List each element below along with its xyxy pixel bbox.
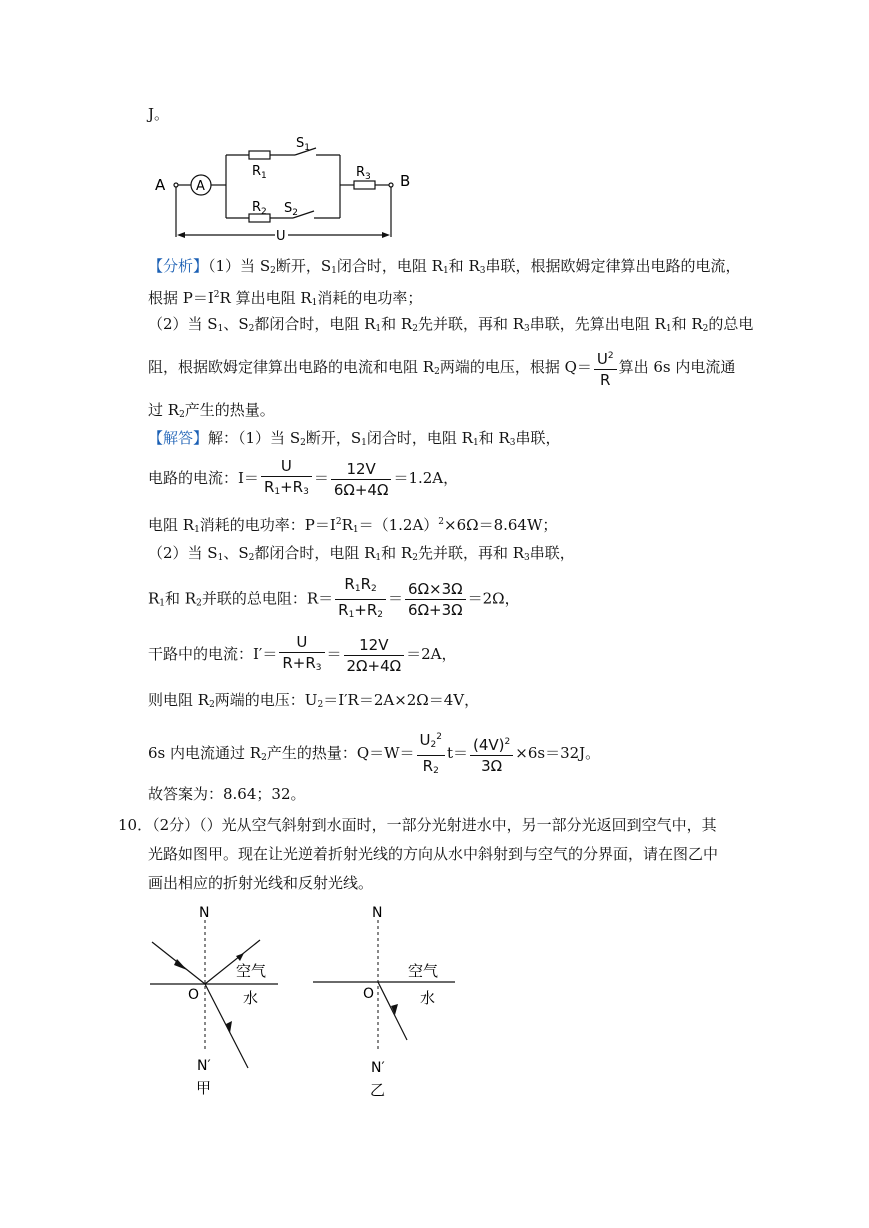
answer-line: 故答案为：8.64；32。: [148, 785, 306, 803]
fraction-heat-formula: $\frac{U_2^2}{R_2}$: [417, 727, 445, 781]
r1-resistor: [249, 151, 270, 159]
incident-ray-water: [378, 982, 407, 1040]
label-a: A: [155, 176, 166, 194]
r2-resistor: [249, 214, 270, 222]
r2-label: R: [252, 200, 262, 215]
label-n-prime: N′: [371, 1060, 385, 1076]
solution-line-7: 则电阻 $R_2$两端的电压：$U_2=I'R=2A\times 2\Omega=4V$，: [148, 691, 480, 710]
r1-label: R: [252, 164, 262, 179]
r3-resistor: [354, 181, 375, 189]
analysis-line-3: （2）当 $S_1$、$S_2$都闭合时，电阻 $R_1$和 $R_2$先并联，再和 $R_3$串联，先算出电阻 $R_1$和 $R_2$的总电: [148, 315, 754, 334]
analysis-line-4: 阻，根据欧姆定律算出电路的电流和电阻 $R_2$两端的电压，根据 Q＝ $\frac{U^2}{R}$ 算出 6s 内电流通: [148, 346, 735, 390]
solution-line-6: 干路中的电流：I′＝ $\frac{U}{R+R_3}$ ＝ $\frac{12V}{2\Omega+4\Omega}$ ＝2A，: [148, 632, 457, 678]
fraction-main-current-formula: $\frac{U}{R+R_3}$: [279, 632, 324, 678]
figure-yi: [305, 900, 465, 1100]
question10-line-2: 光路如图甲。现在让光逆着折射光线的方向从水中斜射到与空气的分界面，请在图乙中: [148, 845, 719, 863]
label-water: 水: [243, 989, 259, 1007]
s1-label: S: [296, 136, 305, 151]
svg-text:S2: $S_2$: [284, 201, 298, 218]
analysis-tag: 【分析】: [148, 257, 209, 275]
r3-label: R: [356, 165, 366, 180]
analysis-line-5: 过 $R_2$产生的热量。: [148, 401, 275, 420]
solution-tag: 【解答】: [148, 429, 209, 447]
fraction-main-current-values: $\frac{12V}{2\Omega+4\Omega}$: [344, 635, 405, 676]
fraction-current-values: $\frac{12V}{6\Omega+4\Omega}$: [331, 459, 392, 500]
label-n: N: [199, 905, 210, 921]
solution-line-3: 电阻 $R_1$消耗的电功率：$P=I^2R_1=(1.2A)^2\times 6\Omega=8.64W$；: [148, 516, 558, 535]
solution-line-8: 6s 内电流通过 $R_2$产生的热量：Q＝W＝ $\frac{U_2^2}{R_2}$ t＝ $\frac{(4V)^2}{3\Omega}$ ×6s＝32J。: [148, 727, 600, 781]
fraction-u2-over-r: $\frac{U^2}{R}$: [594, 346, 617, 390]
label-n-prime: N′: [197, 1058, 211, 1074]
solution-line-4: （2）当 $S_1$、$S_2$都闭合时，电阻 $R_1$和 $R_2$先并联，再和 $R_3$串联，: [148, 544, 575, 563]
label-air: 空气: [236, 962, 267, 980]
fraction-current-formula: $\frac{U}{R_1+R_3}$: [261, 456, 312, 502]
circuit-diagram: [148, 130, 428, 245]
solution-line-5: $R_1$和 $R_2$并联的总电阻：R＝ $\frac{R_1R_2}{R_1+R_2}$ ＝ $\frac{6\Omega\times 3\Omega}{6\Omega+3\Omega}$ ＝2Ω，: [148, 574, 520, 625]
svg-text:R1: $R_1$: [252, 164, 267, 181]
svg-text:S1: $S_1$: [296, 136, 310, 153]
svg-text:R2: $R_2$: [252, 200, 267, 217]
label-water: 水: [420, 989, 436, 1007]
svg-text:R3: $R_3$: [356, 165, 371, 182]
terminal-b: [389, 183, 393, 187]
fraction-heat-values: $\frac{(4V)^2}{3\Omega}$: [470, 732, 513, 776]
terminal-a: [174, 183, 178, 187]
fraction-parallel-formula: $\frac{R_1R_2}{R_1+R_2}$: [335, 574, 386, 625]
label-n: N: [372, 905, 383, 921]
ammeter-label: A: [196, 179, 205, 194]
question10-line-3: 画出相应的折射光线和反射光线。: [148, 874, 374, 892]
label-air: 空气: [408, 962, 439, 980]
u-label: U: [276, 229, 286, 244]
solution-line-2: 电路的电流：I＝ $\frac{U}{R_1+R_3}$ ＝ $\frac{12V}{6\Omega+4\Omega}$ ＝1.2A，: [148, 456, 458, 502]
label-b: B: [400, 172, 411, 190]
figure-jia: [140, 900, 300, 1100]
caption-jia: 甲: [196, 1079, 212, 1097]
caption-yi: 乙: [370, 1081, 386, 1099]
label-o: O: [363, 986, 375, 1002]
analysis-line-1: 【分析】（1）当 $S_2$断开，$S_1$闭合时，电阻 $R_1$和 $R_3$串联，根据欧姆定律算出电路的电流，: [148, 257, 741, 276]
fraction-parallel-values: $\frac{6\Omega\times 3\Omega}{6\Omega+3\Omega}$: [405, 579, 466, 620]
label-o: O: [188, 987, 200, 1003]
s2-label: S: [284, 201, 293, 216]
question10-line-1: 10．（2分）（）光从空气斜射到水面时，一部分光射进水中，另一部分光返回到空气中，其: [118, 816, 717, 834]
solution-line-1: 【解答】解：（1）当 $S_2$断开，$S_1$闭合时，电阻 $R_1$和 $R_3$串联，: [148, 429, 561, 448]
analysis-line-2: 根据 $P=I^2R$ 算出电阻 $R_1$消耗的电功率；: [148, 289, 423, 308]
top-fragment: J。: [148, 105, 170, 123]
refracted-ray: [205, 984, 248, 1068]
